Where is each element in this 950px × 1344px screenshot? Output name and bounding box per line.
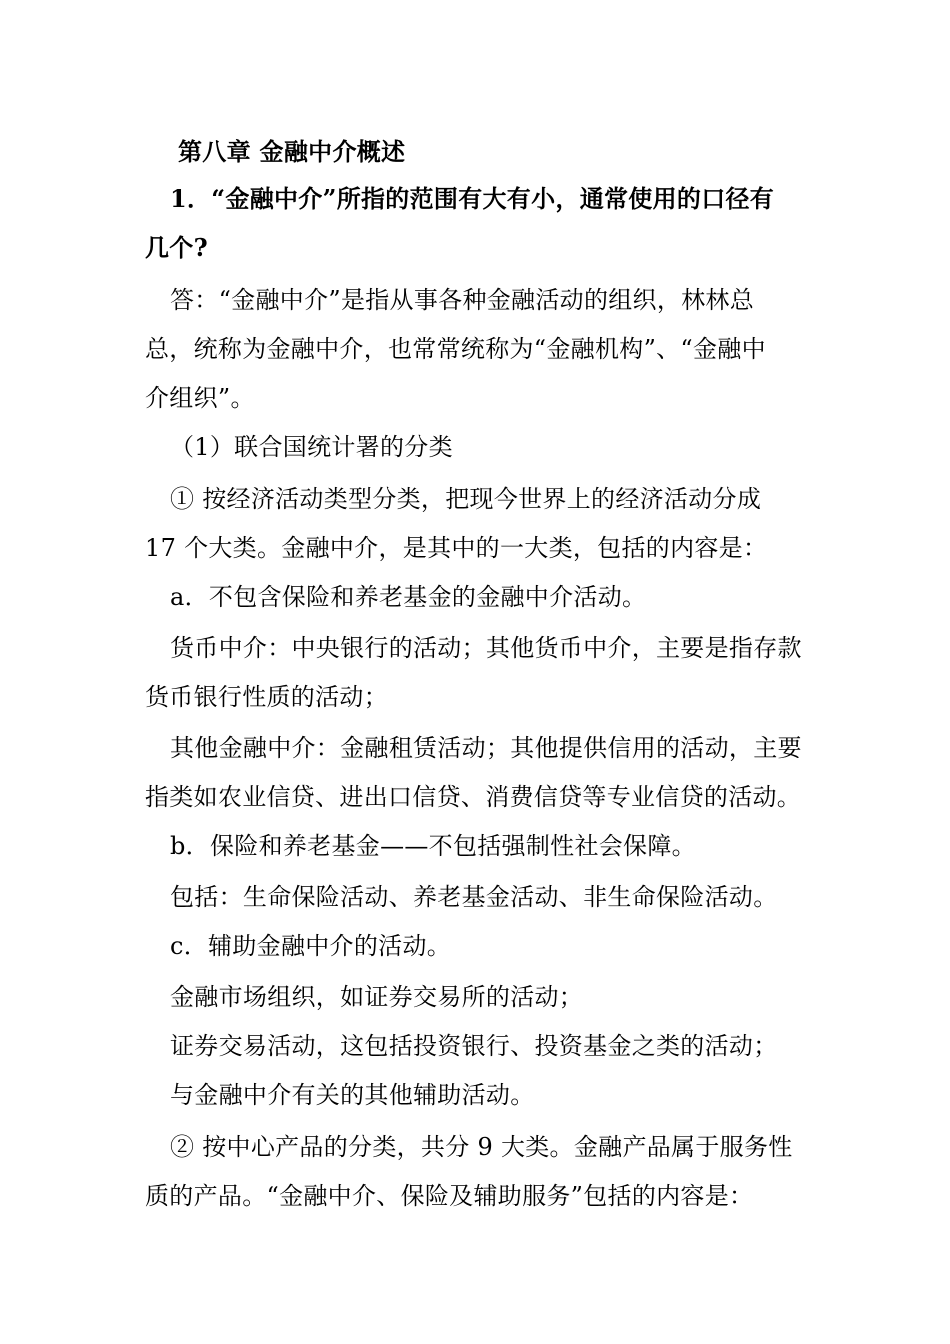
financial-market-line: 金融市场组织，如证券交易所的活动； [170, 983, 584, 1011]
answer-line-3: 介组织”。 [145, 384, 255, 412]
auxiliary-activities-line: 与金融中介有关的其他辅助活动。 [170, 1081, 535, 1109]
other-intermediation-line-1: 其他金融中介：金融租赁活动；其他提供信用的活动，主要 [170, 734, 802, 762]
other-intermediation-line-2: 指类如农业信贷、进出口信贷、消费信贷等专业信贷的活动。 [145, 783, 802, 811]
item-2-line-1: ② 按中心产品的分类，共分 9 大类。金融产品属于服务性 [170, 1133, 793, 1161]
answer-line-1: 答：“金融中介”是指从事各种金融活动的组织，林林总 [170, 286, 755, 314]
question-heading-line-2: 几个? [145, 233, 208, 262]
sub-item-b: b．保险和养老基金——不包括强制性社会保障。 [170, 832, 696, 860]
sub-item-a: a．不包含保险和养老基金的金融中介活动。 [170, 583, 647, 611]
currency-intermediation-line-2: 货币银行性质的活动； [145, 683, 388, 711]
currency-intermediation-line-1: 货币中介：中央银行的活动；其他货币中介，主要是指存款 [170, 634, 802, 662]
question-heading-line-1: 1．“金融中介”所指的范围有大有小，通常使用的口径有 [170, 184, 775, 213]
section-1-title: （1）联合国统计署的分类 [170, 433, 453, 461]
insurance-includes-line: 包括：生命保险活动、养老基金活动、非生命保险活动。 [170, 883, 778, 911]
answer-line-2: 总，统称为金融中介，也常常统称为“金融机构”、“金融中 [145, 335, 766, 363]
item-1-line-2: 17 个大类。金融中介，是其中的一大类，包括的内容是： [145, 534, 768, 562]
chapter-title: 第八章 金融中介概述 [178, 137, 406, 166]
item-2-line-2: 质的产品。“金融中介、保险及辅助服务”包括的内容是： [145, 1182, 754, 1210]
securities-trading-line: 证券交易活动，这包括投资银行、投资基金之类的活动； [170, 1032, 778, 1060]
item-1-line-1: ① 按经济活动类型分类，把现今世界上的经济活动分成 [170, 485, 762, 513]
sub-item-c: c．辅助金融中介的活动。 [170, 932, 452, 960]
